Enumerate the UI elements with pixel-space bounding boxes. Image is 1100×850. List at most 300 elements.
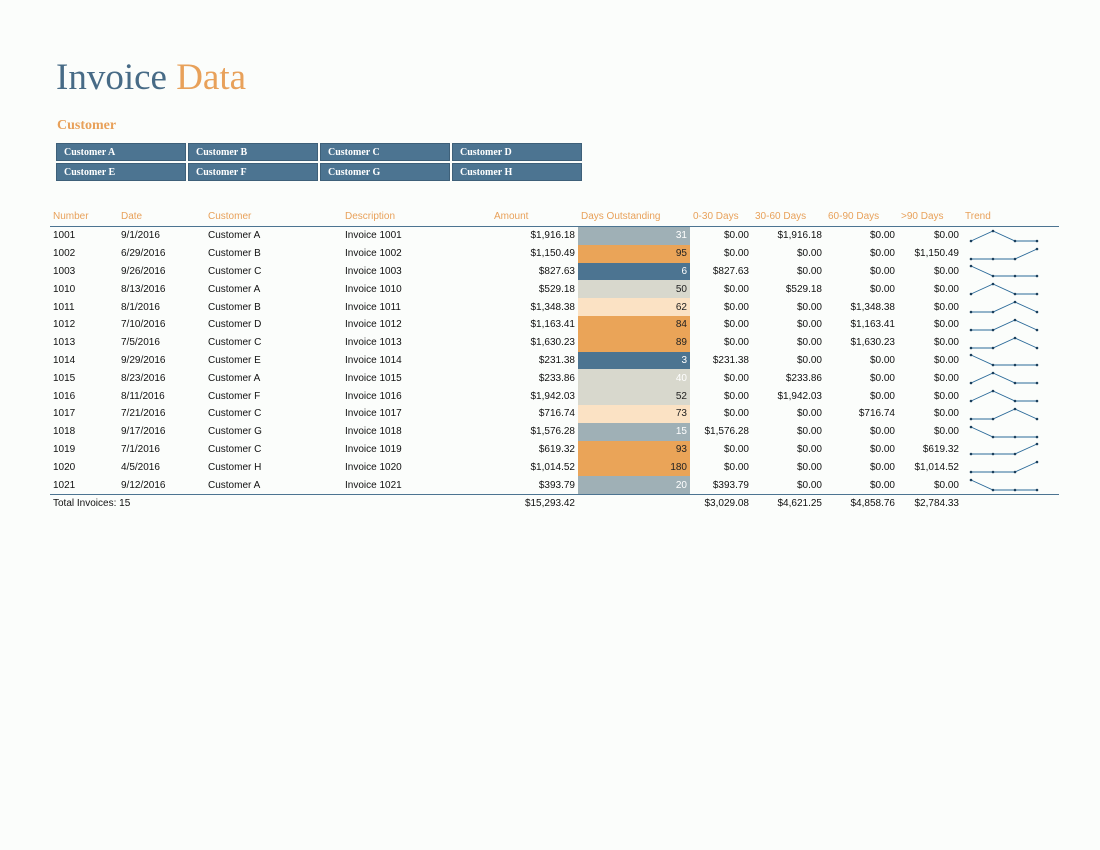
cell-date: 7/21/2016 bbox=[121, 408, 166, 420]
sparkline-point bbox=[1036, 400, 1039, 403]
cell-trend-sparkline bbox=[962, 263, 1059, 281]
sparkline-point bbox=[992, 257, 995, 260]
sparkline-point bbox=[992, 275, 995, 278]
col-header-over-90-days[interactable]: >90 Days bbox=[898, 206, 962, 227]
slicer-button-customer-a[interactable]: Customer A bbox=[56, 143, 186, 161]
cell-trend-sparkline bbox=[962, 387, 1059, 405]
cell-amount: $529.18 bbox=[538, 283, 575, 295]
cell-0-30-days: $1,576.28 bbox=[704, 426, 749, 438]
sparkline-point bbox=[1014, 435, 1017, 438]
cell-amount: $1,150.49 bbox=[530, 248, 575, 260]
sparkline-point bbox=[1014, 400, 1017, 403]
cell-amount: $1,916.18 bbox=[530, 230, 575, 242]
cell-customer: Customer A bbox=[208, 479, 261, 491]
cell-date: 9/17/2016 bbox=[121, 426, 166, 438]
sparkline-point bbox=[992, 435, 995, 438]
trend-sparkline bbox=[965, 353, 1045, 367]
trend-sparkline bbox=[965, 407, 1045, 421]
cell-number: 1014 bbox=[53, 354, 76, 366]
total-amount: $15,293.42 bbox=[454, 494, 578, 512]
cell-30-60-days: $0.00 bbox=[796, 337, 822, 349]
cell-amount: $716.74 bbox=[538, 408, 575, 420]
sparkline-point bbox=[992, 372, 995, 375]
cell-60-90-days: $0.00 bbox=[869, 426, 895, 438]
sparkline-point bbox=[1036, 311, 1039, 314]
sparkline-line bbox=[971, 302, 1037, 312]
table-row bbox=[50, 334, 1059, 352]
trend-sparkline bbox=[965, 336, 1045, 350]
sparkline-line bbox=[971, 266, 1037, 276]
total-30-60: $4,621.25 bbox=[752, 494, 825, 512]
cell-description: Invoice 1011 bbox=[345, 301, 401, 313]
cell-description: Invoice 1021 bbox=[345, 479, 402, 491]
cell-number: 1013 bbox=[53, 337, 76, 349]
table-row bbox=[50, 245, 1059, 263]
cell-customer: Customer G bbox=[208, 426, 262, 438]
table-header-row bbox=[50, 206, 1059, 227]
sparkline-point bbox=[1036, 435, 1039, 438]
sparkline-point bbox=[970, 418, 973, 421]
sparkline-line bbox=[971, 338, 1037, 348]
cell-date: 8/1/2016 bbox=[121, 301, 160, 313]
cell-days-outstanding: 180 bbox=[578, 458, 690, 476]
slicer-button-customer-g[interactable]: Customer G bbox=[320, 163, 450, 181]
cell-days-outstanding: 89 bbox=[578, 334, 690, 352]
cell-over-90-days: $619.32 bbox=[922, 443, 959, 455]
sparkline-line bbox=[971, 373, 1037, 383]
cell-0-30-days: $0.00 bbox=[723, 301, 749, 313]
sparkline-point bbox=[1036, 346, 1039, 349]
sparkline-line bbox=[971, 409, 1037, 419]
trend-sparkline bbox=[965, 247, 1045, 261]
cell-amount: $827.63 bbox=[538, 265, 575, 277]
trend-sparkline bbox=[965, 425, 1045, 439]
cell-date: 9/1/2016 bbox=[121, 230, 160, 242]
cell-60-90-days: $0.00 bbox=[869, 230, 895, 242]
cell-30-60-days: $0.00 bbox=[796, 301, 822, 313]
cell-description: Invoice 1012 bbox=[345, 319, 402, 331]
cell-30-60-days: $1,942.03 bbox=[777, 390, 822, 402]
cell-amount: $393.79 bbox=[538, 479, 575, 491]
cell-customer: Customer C bbox=[208, 337, 262, 349]
cell-over-90-days: $0.00 bbox=[933, 426, 959, 438]
sparkline-point bbox=[1036, 275, 1039, 278]
cell-0-30-days: $0.00 bbox=[723, 230, 749, 242]
cell-trend-sparkline bbox=[962, 423, 1059, 441]
cell-number: 1003 bbox=[53, 265, 76, 277]
sparkline-point bbox=[970, 240, 973, 243]
trend-sparkline bbox=[965, 318, 1045, 332]
cell-over-90-days: $0.00 bbox=[933, 479, 959, 491]
cell-number: 1015 bbox=[53, 372, 76, 384]
cell-over-90-days: $0.00 bbox=[933, 283, 959, 295]
cell-30-60-days: $0.00 bbox=[796, 408, 822, 420]
cell-days-outstanding: 84 bbox=[578, 316, 690, 334]
cell-30-60-days: $233.86 bbox=[785, 372, 822, 384]
title-part-invoice: Invoice bbox=[56, 57, 167, 98]
cell-days-outstanding: 50 bbox=[578, 280, 690, 298]
cell-trend-sparkline bbox=[962, 405, 1059, 423]
col-header-30-60-days[interactable]: 30-60 Days bbox=[752, 206, 825, 227]
cell-60-90-days: $0.00 bbox=[869, 372, 895, 384]
table-row bbox=[50, 352, 1059, 370]
cell-description: Invoice 1003 bbox=[345, 265, 402, 277]
sparkline-point bbox=[992, 489, 995, 492]
cell-number: 1021 bbox=[53, 479, 76, 491]
sparkline-point bbox=[992, 329, 995, 332]
table-row bbox=[50, 298, 1059, 316]
cell-description: Invoice 1013 bbox=[345, 337, 402, 349]
trend-sparkline bbox=[965, 300, 1045, 314]
cell-60-90-days: $0.00 bbox=[869, 265, 895, 277]
sparkline-point bbox=[1036, 240, 1039, 243]
cell-0-30-days: $0.00 bbox=[723, 372, 749, 384]
cell-amount: $1,163.41 bbox=[530, 319, 575, 331]
cell-over-90-days: $0.00 bbox=[933, 390, 959, 402]
cell-trend-sparkline bbox=[962, 280, 1059, 298]
cell-description: Invoice 1018 bbox=[345, 426, 402, 438]
col-header-description[interactable]: Description bbox=[342, 206, 454, 227]
cell-over-90-days: $1,014.52 bbox=[914, 461, 959, 473]
cell-0-30-days: $0.00 bbox=[723, 461, 749, 473]
cell-customer: Customer B bbox=[208, 301, 261, 313]
trend-sparkline bbox=[965, 371, 1045, 385]
sparkline-point bbox=[992, 418, 995, 421]
cell-number: 1011 bbox=[53, 301, 75, 313]
sparkline-point bbox=[1014, 408, 1017, 411]
cell-number: 1010 bbox=[53, 283, 76, 295]
cell-date: 8/13/2016 bbox=[121, 283, 166, 295]
cell-over-90-days: $0.00 bbox=[933, 337, 959, 349]
total-over-90: $2,784.33 bbox=[898, 494, 962, 512]
sparkline-point bbox=[970, 293, 973, 296]
cell-30-60-days: $529.18 bbox=[785, 283, 822, 295]
cell-number: 1012 bbox=[53, 319, 76, 331]
sparkline-point bbox=[1014, 336, 1017, 339]
col-header-0-30-days[interactable]: 0-30 Days bbox=[690, 206, 752, 227]
sparkline-point bbox=[1036, 461, 1039, 464]
cell-description: Invoice 1002 bbox=[345, 248, 402, 260]
cell-description: Invoice 1010 bbox=[345, 283, 402, 295]
cell-0-30-days: $0.00 bbox=[723, 248, 749, 260]
sparkline-point bbox=[970, 400, 973, 403]
cell-trend-sparkline bbox=[962, 458, 1059, 476]
sparkline-point bbox=[970, 453, 973, 456]
slicer-button-customer-d[interactable]: Customer D bbox=[452, 143, 582, 161]
total-trend-blank bbox=[962, 494, 1059, 512]
cell-number: 1019 bbox=[53, 443, 76, 455]
sparkline-line bbox=[971, 444, 1037, 454]
sparkline-point bbox=[1014, 275, 1017, 278]
cell-days-outstanding: 6 bbox=[578, 263, 690, 281]
trend-sparkline bbox=[965, 282, 1045, 296]
sparkline-line bbox=[971, 231, 1037, 241]
sparkline-point bbox=[970, 329, 973, 332]
sparkline-line bbox=[971, 284, 1037, 294]
sparkline-point bbox=[1036, 418, 1039, 421]
sparkline-line bbox=[971, 480, 1037, 490]
cell-trend-sparkline bbox=[962, 476, 1059, 494]
table-row bbox=[50, 280, 1059, 298]
col-header-trend[interactable]: Trend bbox=[962, 206, 1059, 227]
cell-over-90-days: $0.00 bbox=[933, 301, 959, 313]
trend-sparkline bbox=[965, 442, 1045, 456]
trend-sparkline bbox=[965, 460, 1045, 474]
cell-0-30-days: $0.00 bbox=[723, 337, 749, 349]
cell-60-90-days: $1,630.23 bbox=[850, 337, 895, 349]
cell-amount: $1,942.03 bbox=[530, 390, 575, 402]
cell-days-outstanding: 31 bbox=[578, 227, 690, 245]
cell-30-60-days: $0.00 bbox=[796, 461, 822, 473]
sparkline-point bbox=[992, 311, 995, 314]
cell-30-60-days: $0.00 bbox=[796, 479, 822, 491]
sparkline-line bbox=[971, 462, 1037, 472]
cell-30-60-days: $0.00 bbox=[796, 354, 822, 366]
cell-number: 1020 bbox=[53, 461, 76, 473]
col-header-amount[interactable]: Amount bbox=[454, 206, 578, 227]
cell-60-90-days: $0.00 bbox=[869, 461, 895, 473]
cell-trend-sparkline bbox=[962, 298, 1059, 316]
col-header-number[interactable]: Number bbox=[50, 206, 118, 227]
cell-date: 7/5/2016 bbox=[121, 337, 160, 349]
cell-30-60-days: $0.00 bbox=[796, 443, 822, 455]
cell-30-60-days: $1,916.18 bbox=[777, 230, 822, 242]
totals-row bbox=[50, 494, 1059, 512]
cell-0-30-days: $0.00 bbox=[723, 390, 749, 402]
sparkline-point bbox=[970, 257, 973, 260]
cell-60-90-days: $0.00 bbox=[869, 443, 895, 455]
cell-customer: Customer H bbox=[208, 461, 262, 473]
trend-sparkline bbox=[965, 264, 1045, 278]
sparkline-point bbox=[992, 390, 995, 393]
slicer-button-customer-b[interactable]: Customer B bbox=[188, 143, 318, 161]
cell-over-90-days: $0.00 bbox=[933, 265, 959, 277]
sparkline-point bbox=[992, 364, 995, 367]
sparkline-point bbox=[992, 230, 995, 233]
table-row bbox=[50, 405, 1059, 423]
sparkline-line bbox=[971, 427, 1037, 437]
cell-days-outstanding: 52 bbox=[578, 387, 690, 405]
sparkline-point bbox=[1014, 471, 1017, 474]
sparkline-point bbox=[992, 346, 995, 349]
sparkline-point bbox=[1036, 489, 1039, 492]
sparkline-point bbox=[1014, 489, 1017, 492]
cell-customer: Customer F bbox=[208, 390, 261, 402]
page-title bbox=[56, 56, 246, 100]
slicer-button-customer-c[interactable]: Customer C bbox=[320, 143, 450, 161]
cell-description: Invoice 1020 bbox=[345, 461, 402, 473]
table-row bbox=[50, 263, 1059, 281]
cell-description: Invoice 1014 bbox=[345, 354, 402, 366]
sparkline-point bbox=[992, 283, 995, 286]
sparkline-point bbox=[1014, 301, 1017, 304]
sparkline-line bbox=[971, 391, 1037, 401]
cell-trend-sparkline bbox=[962, 245, 1059, 263]
cell-date: 4/5/2016 bbox=[121, 461, 160, 473]
cell-date: 7/10/2016 bbox=[121, 319, 166, 331]
sparkline-point bbox=[1036, 364, 1039, 367]
slicer-button-customer-h[interactable]: Customer H bbox=[452, 163, 582, 181]
cell-trend-sparkline bbox=[962, 334, 1059, 352]
sparkline-point bbox=[1014, 364, 1017, 367]
sparkline-point bbox=[970, 311, 973, 314]
sparkline-point bbox=[970, 346, 973, 349]
table-row bbox=[50, 423, 1059, 441]
cell-date: 9/12/2016 bbox=[121, 479, 166, 491]
cell-customer: Customer A bbox=[208, 372, 261, 384]
cell-30-60-days: $0.00 bbox=[796, 265, 822, 277]
table-row bbox=[50, 316, 1059, 334]
cell-description: Invoice 1015 bbox=[345, 372, 402, 384]
cell-60-90-days: $1,163.41 bbox=[850, 319, 895, 331]
cell-customer: Customer D bbox=[208, 319, 262, 331]
sparkline-point bbox=[992, 471, 995, 474]
col-header-days-outstanding[interactable]: Days Outstanding bbox=[578, 206, 690, 227]
cell-number: 1017 bbox=[53, 408, 76, 420]
cell-date: 7/1/2016 bbox=[121, 443, 160, 455]
cell-0-30-days: $0.00 bbox=[723, 283, 749, 295]
cell-days-outstanding: 95 bbox=[578, 245, 690, 263]
customer-slicer-header: Customer bbox=[57, 118, 117, 133]
sparkline-point bbox=[1036, 247, 1039, 250]
cell-trend-sparkline bbox=[962, 352, 1059, 370]
cell-30-60-days: $0.00 bbox=[796, 248, 822, 260]
sparkline-point bbox=[970, 265, 973, 268]
cell-0-30-days: $0.00 bbox=[723, 408, 749, 420]
cell-over-90-days: $0.00 bbox=[933, 408, 959, 420]
sparkline-point bbox=[1014, 382, 1017, 385]
title-part-data: Data bbox=[176, 57, 247, 98]
col-header-date[interactable]: Date bbox=[118, 206, 205, 227]
cell-60-90-days: $0.00 bbox=[869, 248, 895, 260]
cell-days-outstanding: 73 bbox=[578, 405, 690, 423]
slicer-button-customer-f[interactable]: Customer F bbox=[188, 163, 318, 181]
cell-trend-sparkline bbox=[962, 316, 1059, 334]
sparkline-point bbox=[1014, 293, 1017, 296]
total-days-blank bbox=[578, 494, 690, 512]
cell-over-90-days: $0.00 bbox=[933, 319, 959, 331]
cell-days-outstanding: 62 bbox=[578, 298, 690, 316]
cell-days-outstanding: 20 bbox=[578, 476, 690, 494]
cell-60-90-days: $0.00 bbox=[869, 479, 895, 491]
sparkline-point bbox=[1036, 329, 1039, 332]
cell-date: 6/29/2016 bbox=[121, 248, 166, 260]
cell-number: 1002 bbox=[53, 248, 76, 260]
table-row bbox=[50, 441, 1059, 459]
cell-description: Invoice 1001 bbox=[345, 230, 402, 242]
cell-customer: Customer C bbox=[208, 408, 262, 420]
cell-date: 8/11/2016 bbox=[121, 390, 165, 402]
cell-date: 9/26/2016 bbox=[121, 265, 166, 277]
cell-description: Invoice 1019 bbox=[345, 443, 402, 455]
sparkline-point bbox=[970, 382, 973, 385]
sparkline-line bbox=[971, 355, 1037, 365]
cell-0-30-days: $827.63 bbox=[712, 265, 749, 277]
table-row bbox=[50, 476, 1059, 494]
cell-60-90-days: $0.00 bbox=[869, 283, 895, 295]
sparkline-point bbox=[970, 471, 973, 474]
cell-0-30-days: $0.00 bbox=[723, 319, 749, 331]
cell-amount: $1,576.28 bbox=[530, 426, 575, 438]
cell-customer: Customer B bbox=[208, 248, 261, 260]
cell-description: Invoice 1017 bbox=[345, 408, 402, 420]
sparkline-point bbox=[970, 354, 973, 357]
total-invoices-label: Total Invoices: 15 bbox=[50, 494, 454, 512]
table-row bbox=[50, 458, 1059, 476]
cell-amount: $1,014.52 bbox=[530, 461, 575, 473]
customer-slicer bbox=[56, 143, 582, 181]
cell-date: 8/23/2016 bbox=[121, 372, 166, 384]
cell-number: 1001 bbox=[53, 230, 76, 242]
cell-days-outstanding: 40 bbox=[578, 369, 690, 387]
cell-0-30-days: $393.79 bbox=[712, 479, 749, 491]
cell-amount: $1,348.38 bbox=[530, 301, 575, 313]
cell-description: Invoice 1016 bbox=[345, 390, 402, 402]
invoice-table bbox=[50, 206, 1059, 513]
cell-customer: Customer E bbox=[208, 354, 261, 366]
table-row bbox=[50, 227, 1059, 245]
cell-60-90-days: $1,348.38 bbox=[850, 301, 895, 313]
cell-trend-sparkline bbox=[962, 369, 1059, 387]
cell-30-60-days: $0.00 bbox=[796, 426, 822, 438]
sparkline-point bbox=[1036, 382, 1039, 385]
cell-trend-sparkline bbox=[962, 441, 1059, 459]
cell-0-30-days: $0.00 bbox=[723, 443, 749, 455]
trend-sparkline bbox=[965, 478, 1045, 492]
cell-customer: Customer C bbox=[208, 443, 262, 455]
sparkline-point bbox=[970, 479, 973, 482]
sparkline-point bbox=[1036, 293, 1039, 296]
cell-days-outstanding: 93 bbox=[578, 441, 690, 459]
cell-amount: $619.32 bbox=[538, 443, 575, 455]
cell-amount: $231.38 bbox=[538, 354, 575, 366]
cell-60-90-days: $0.00 bbox=[869, 390, 895, 402]
cell-amount: $1,630.23 bbox=[530, 337, 575, 349]
col-header-customer[interactable]: Customer bbox=[205, 206, 342, 227]
cell-customer: Customer A bbox=[208, 230, 261, 242]
table-row bbox=[50, 369, 1059, 387]
cell-customer: Customer A bbox=[208, 283, 261, 295]
sparkline-point bbox=[970, 425, 973, 428]
cell-30-60-days: $0.00 bbox=[796, 319, 822, 331]
cell-60-90-days: $716.74 bbox=[858, 408, 895, 420]
sparkline-point bbox=[1014, 319, 1017, 322]
cell-days-outstanding: 3 bbox=[578, 352, 690, 370]
sparkline-point bbox=[1014, 257, 1017, 260]
cell-60-90-days: $0.00 bbox=[869, 354, 895, 366]
sparkline-point bbox=[1014, 453, 1017, 456]
cell-0-30-days: $231.38 bbox=[712, 354, 749, 366]
cell-over-90-days: $0.00 bbox=[933, 372, 959, 384]
cell-number: 1018 bbox=[53, 426, 76, 438]
cell-days-outstanding: 15 bbox=[578, 423, 690, 441]
total-0-30: $3,029.08 bbox=[690, 494, 752, 512]
trend-sparkline bbox=[965, 229, 1045, 243]
cell-trend-sparkline bbox=[962, 227, 1059, 245]
sparkline-line bbox=[971, 320, 1037, 330]
sparkline-point bbox=[1036, 443, 1039, 446]
cell-over-90-days: $0.00 bbox=[933, 230, 959, 242]
table-row bbox=[50, 387, 1059, 405]
sparkline-point bbox=[992, 453, 995, 456]
col-header-60-90-days[interactable]: 60-90 Days bbox=[825, 206, 898, 227]
sparkline-point bbox=[1014, 240, 1017, 243]
slicer-button-customer-e[interactable]: Customer E bbox=[56, 163, 186, 181]
cell-over-90-days: $1,150.49 bbox=[914, 248, 959, 260]
trend-sparkline bbox=[965, 389, 1045, 403]
cell-customer: Customer C bbox=[208, 265, 262, 277]
total-60-90: $4,858.76 bbox=[825, 494, 898, 512]
